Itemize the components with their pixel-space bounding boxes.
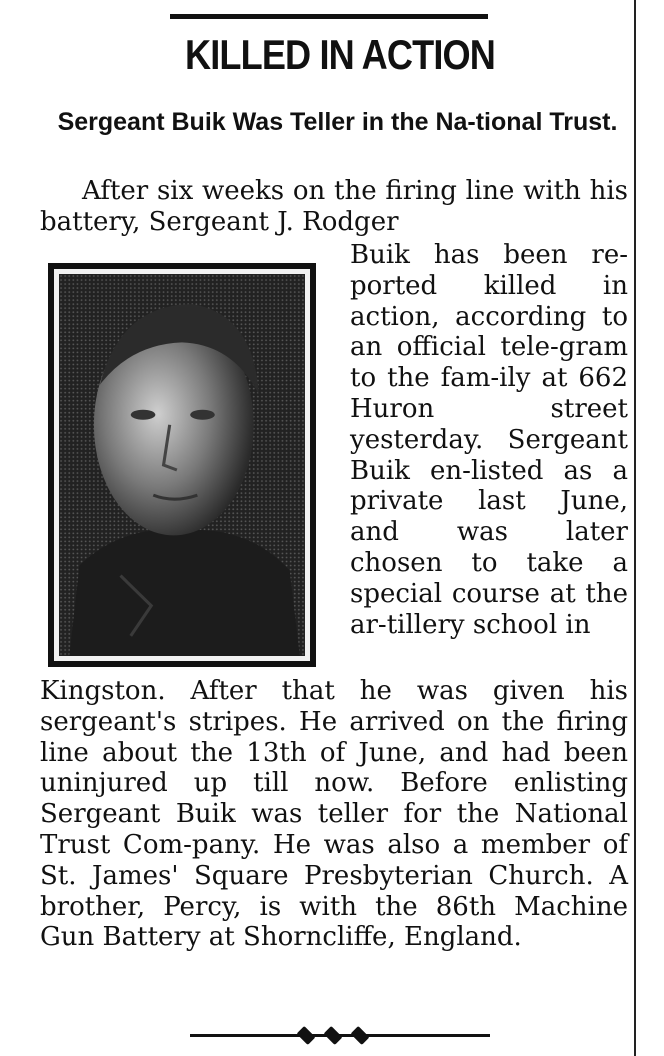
ornament-dot: [350, 1025, 369, 1044]
portrait-photo: [48, 263, 316, 667]
column-rule: [634, 0, 636, 1056]
ornament-dots: [298, 1024, 368, 1046]
top-rule: [170, 14, 488, 19]
subheadline: Sergeant Buik Was Teller in the Na-tional Trust.: [57, 108, 618, 136]
headline: KILLED IN ACTION: [185, 31, 495, 78]
portrait-image: [59, 274, 305, 656]
article-side-text: Buik has been re-ported killed in action, according to an official tele-gram to the fam-ily at 662 Huron street yesterday. Sergeant Buik en-listed as a private last June, and was later chosen to take a special course at the ar-tillery school in: [350, 240, 628, 640]
ornament-dot: [296, 1025, 315, 1044]
article-bottom-text: Kingston. After that he was given his sergeant's stripes. He arrived on the firing line about the 13th of June, and had been uninjured up till now. Before enlisting Sergeant Buik was teller for the National Trust Com-pany. He was also a member of St. James' Square Presbyterian Church. A brother, Percy, is with the 86th Machine Gun Battery at Shorncliffe, England.: [40, 676, 628, 953]
article-lead-text: After six weeks on the firing line with his battery, Sergeant J. Rodger: [40, 176, 628, 237]
ornament-dot: [323, 1025, 342, 1044]
portrait-photo-inner: [54, 269, 310, 661]
